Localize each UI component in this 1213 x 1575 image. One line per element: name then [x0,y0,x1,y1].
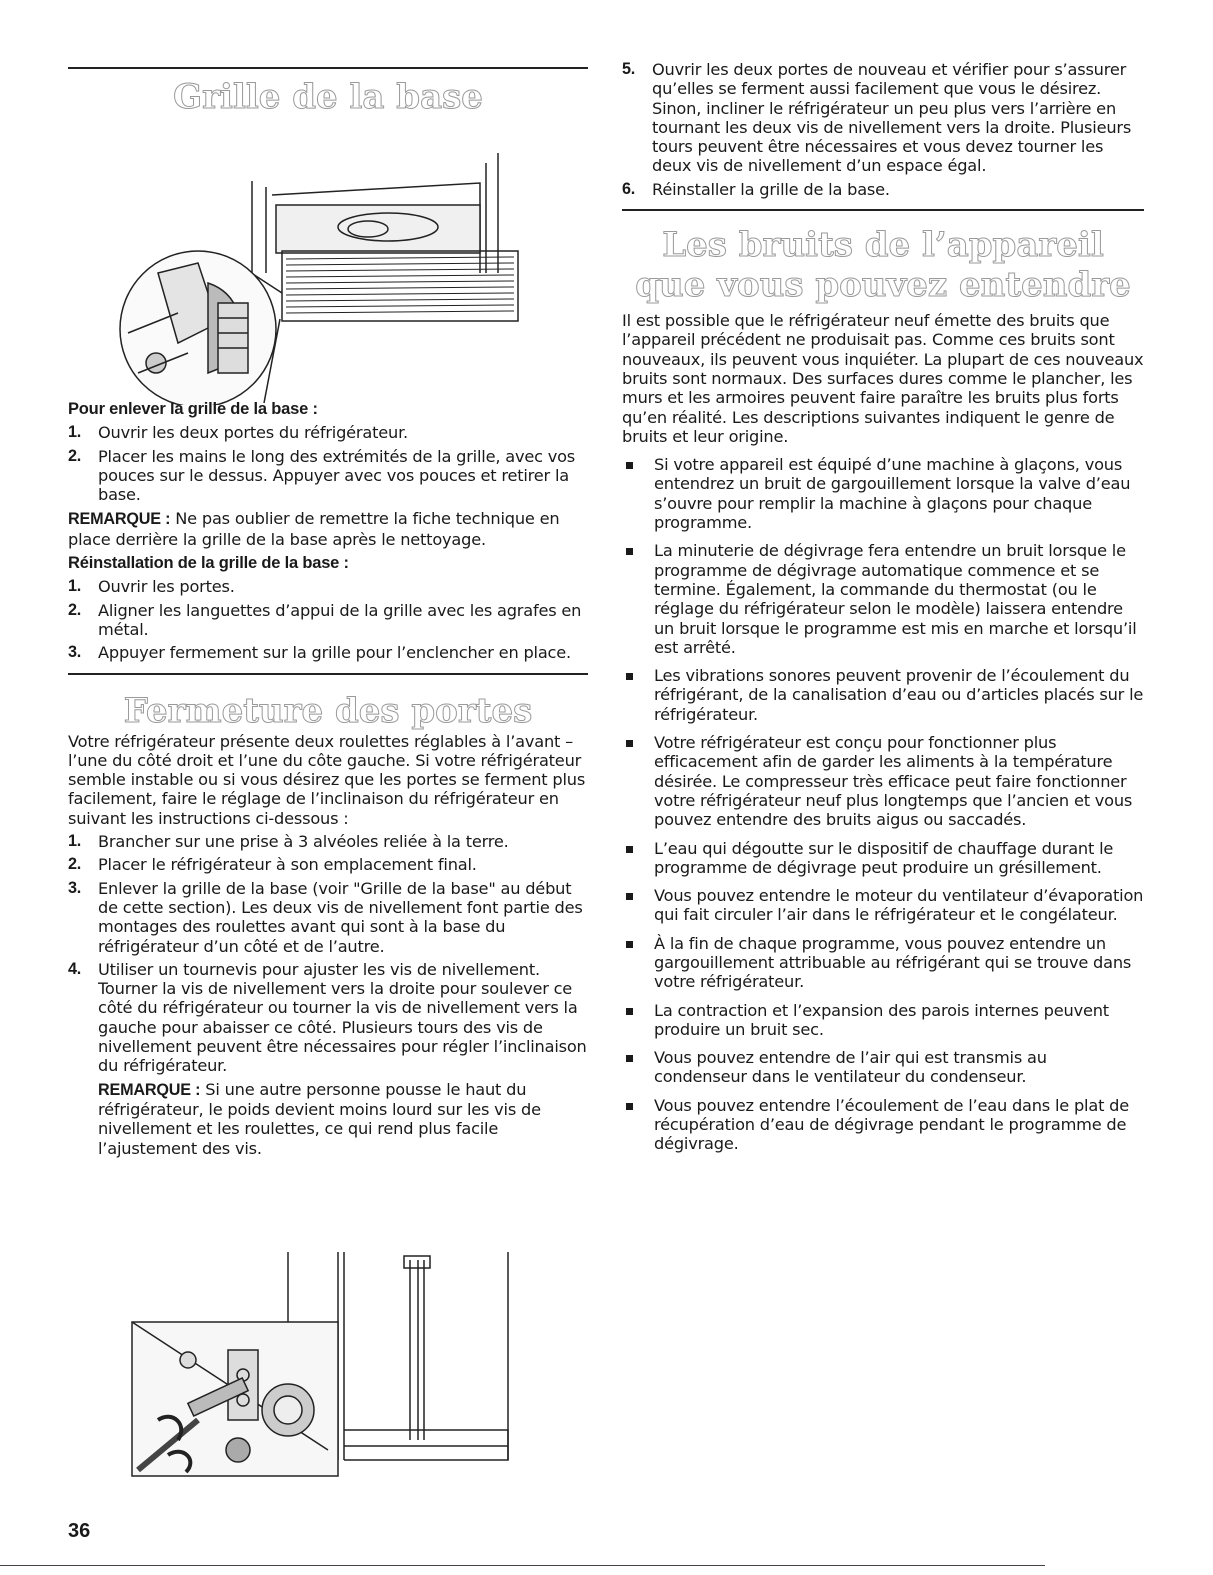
list-item: L’eau qui dégoutte sur le dispositif de chauffage durant le programme de dégivrage peut produire un grésillement. [622,839,1144,878]
note-label: REMARQUE : [98,1080,201,1099]
list-item: La minuterie de dégivrage fera entendre un bruit lorsque le programme de dégivrage automatique commence et se termine. Également, la commande du thermostat (ou le réglage du réfrigérateur selon le modèle) laissera entendre un bruit lorsque le programme est mis en marche et lorsqu’il est arrêté. [622,541,1144,657]
step-text: Ouvrir les deux portes du réfrigérateur. [98,423,408,443]
grille-note [68,509,588,549]
noises-intro: Il est possible que le réfrigérateur neuf émette des bruits que l’appareil précédent ne produisait pas. Comme ces bruits sont nouveaux, ils peuvent vous inquiéter. La plupart de ces nouveaux bruits sont normaux. Des surfaces dures comme le plancher, les murs et les armoires peuvent faire paraître les bruits plus forts qu’en réalité. Les descriptions suivantes indiquent le genre de bruits et leur origine. [622,311,1144,446]
step-text: Réinstaller la grille de la base. [652,179,890,199]
step-text: Ouvrir les deux portes de nouveau et vérifier pour s’assurer qu’elles se ferment aussi facilement que vous le désirez. Sinon, incliner le réfrigérateur un peu plus vers l’arrière en tournant les deux vis de nivellement vers la droite. Plusieurs tours peuvent être nécessaires et vous devez tourner les deux vis de nivellement d’un espace égal. [652,60,1132,176]
leveling-screw-illustration [128,1250,518,1480]
note-text: Si une autre personne pousse le haut du réfrigérateur, le poids devient moins lourd sur les vis de nivellement et les roulettes, ce qui rend plus facile l’ajustement des vis. [98,1079,541,1158]
step-number: 1. [68,832,82,851]
list-item [68,577,588,596]
step-text: Aligner les languettes d’appui de la grille avec les agrafes en métal. [98,600,582,639]
step-text: Appuyer fermement sur la grille pour l’enclencher en place. [98,643,571,663]
list-item: À la fin de chaque programme, vous pouvez entendre un gargouillement attribuable au réfrigérant qui se trouve dans votre réfrigérateur. [622,934,1144,992]
note-text: Ne pas oublier de remettre la fiche technique en place derrière la grille de la base après le nettoyage. [68,509,560,549]
doors-steps-list [68,832,588,1158]
list-item [68,447,588,505]
note-label: REMARQUE : [68,510,171,529]
list-item [68,960,588,1158]
right-column [622,0,1144,1154]
section-heading-grille: Grille de la base [173,77,483,117]
step-number: 6. [622,179,636,198]
step-number: 2. [68,600,82,619]
step-text: Placer le réfrigérateur à son emplacement final. [98,855,477,875]
step-number: 3. [68,643,82,662]
list-item: Vous pouvez entendre de l’air qui est transmis au condenseur dans le ventilateur du condenseur. [622,1048,1144,1087]
step-number: 2. [68,446,82,465]
install-grille-subhead: Réinstallation de la grille de la base : [68,554,349,573]
list-item: Les vibrations sonores peuvent provenir de l’écoulement du réfrigérant, de la canalisation d’eau ou d’articles placés sur le réfrigérateur. [622,666,1144,724]
step-text: Enlever la grille de la base (voir "Grille de la base" au début de cette section). Les deux vis de nivellement font partie des montages des roulettes avant qui sont à la base du réfrigérateur d’un côté et de l’autre. [98,878,583,956]
list-item: Votre réfrigérateur est conçu pour fonctionner plus efficacement afin de garder les aliments à la température désirée. Le compresseur très efficace peut faire fonctionner votre réfrigérateur neuf plus longtemps que l’ancien et vous pouvez entendre des bruits aigus ou saccadés. [622,733,1144,829]
section-heading-fermeture: Fermeture des portes [123,690,533,731]
list-item [68,879,588,956]
base-grille-illustration [68,123,588,405]
list-item [622,180,1144,199]
section-rule [622,209,1144,211]
step-text: Utiliser un tournevis pour ajuster les vis de nivellement. Tourner la vis de nivellement vers la droite pour soulever ce côté du réfrigérateur ou tourner la vis de nivellement vers la gauche pour abaisser ce côté. Plusieurs tours des vis de nivellement peuvent être nécessaires pour régler l’inclinaison du réfrigérateur. [98,959,587,1076]
list-item [68,643,588,662]
list-item [68,601,588,640]
step-text: Brancher sur une prise à 3 alvéoles reliée à la terre. [98,832,509,852]
noises-list [622,455,1144,1154]
list-item: Si votre appareil est équipé d’une machine à glaçons, vous entendrez un bruit de gargouillement lorsque la valve d’eau s’ouvre pour remplir la machine à glaçons pour chaque programme. [622,455,1144,532]
list-item [68,832,588,851]
remove-steps-list [68,423,588,504]
step-number: 1. [68,577,82,596]
section-rule [68,673,588,675]
list-item [68,855,588,874]
footer-rule [0,1565,1045,1566]
left-column [68,0,588,1158]
doors-note [98,1080,588,1158]
step-text: Placer les mains le long des extrémités de la grille, avec vos pouces sur le dessus. Appuyer avec vos pouces et retirer la base. [98,446,576,505]
doors-intro: Votre réfrigérateur présente deux roulettes réglables à l’avant – l’une du côté droit et l’une du côte gauche. Si votre réfrigérateur semble instable ou si vous désirez que les portes se ferment plus facilement, faire le réglage de l’inclinaison du réfrigérateur en suivant les instructions ci-dessous : [68,731,586,828]
step-number: 2. [68,855,82,874]
doors-steps-continued [622,60,1144,199]
list-item [622,60,1144,176]
step-number: 4. [68,959,82,978]
step-number: 3. [68,878,82,897]
list-item: La contraction et l’expansion des parois internes peuvent produire un bruit sec. [622,1001,1144,1040]
remove-grille-subhead: Pour enlever la grille de la base : [68,400,318,418]
list-item [68,423,588,442]
step-text: Ouvrir les portes. [98,577,235,597]
section-rule [68,67,588,69]
list-item: Vous pouvez entendre le moteur du ventilateur d’évaporation qui fait circuler l’air dans le réfrigérateur et le congélateur. [622,886,1144,925]
page-number: 36 [68,1520,91,1542]
section-heading-bruits: Les bruits de l’appareil que vous pouvez entendre [635,225,1131,306]
step-number: 5. [622,60,636,78]
step-number: 1. [68,423,82,442]
list-item: Vous pouvez entendre l’écoulement de l’eau dans le plat de récupération d’eau de dégivrage pendant le programme de dégivrage. [622,1096,1144,1154]
install-steps-list [68,577,588,662]
